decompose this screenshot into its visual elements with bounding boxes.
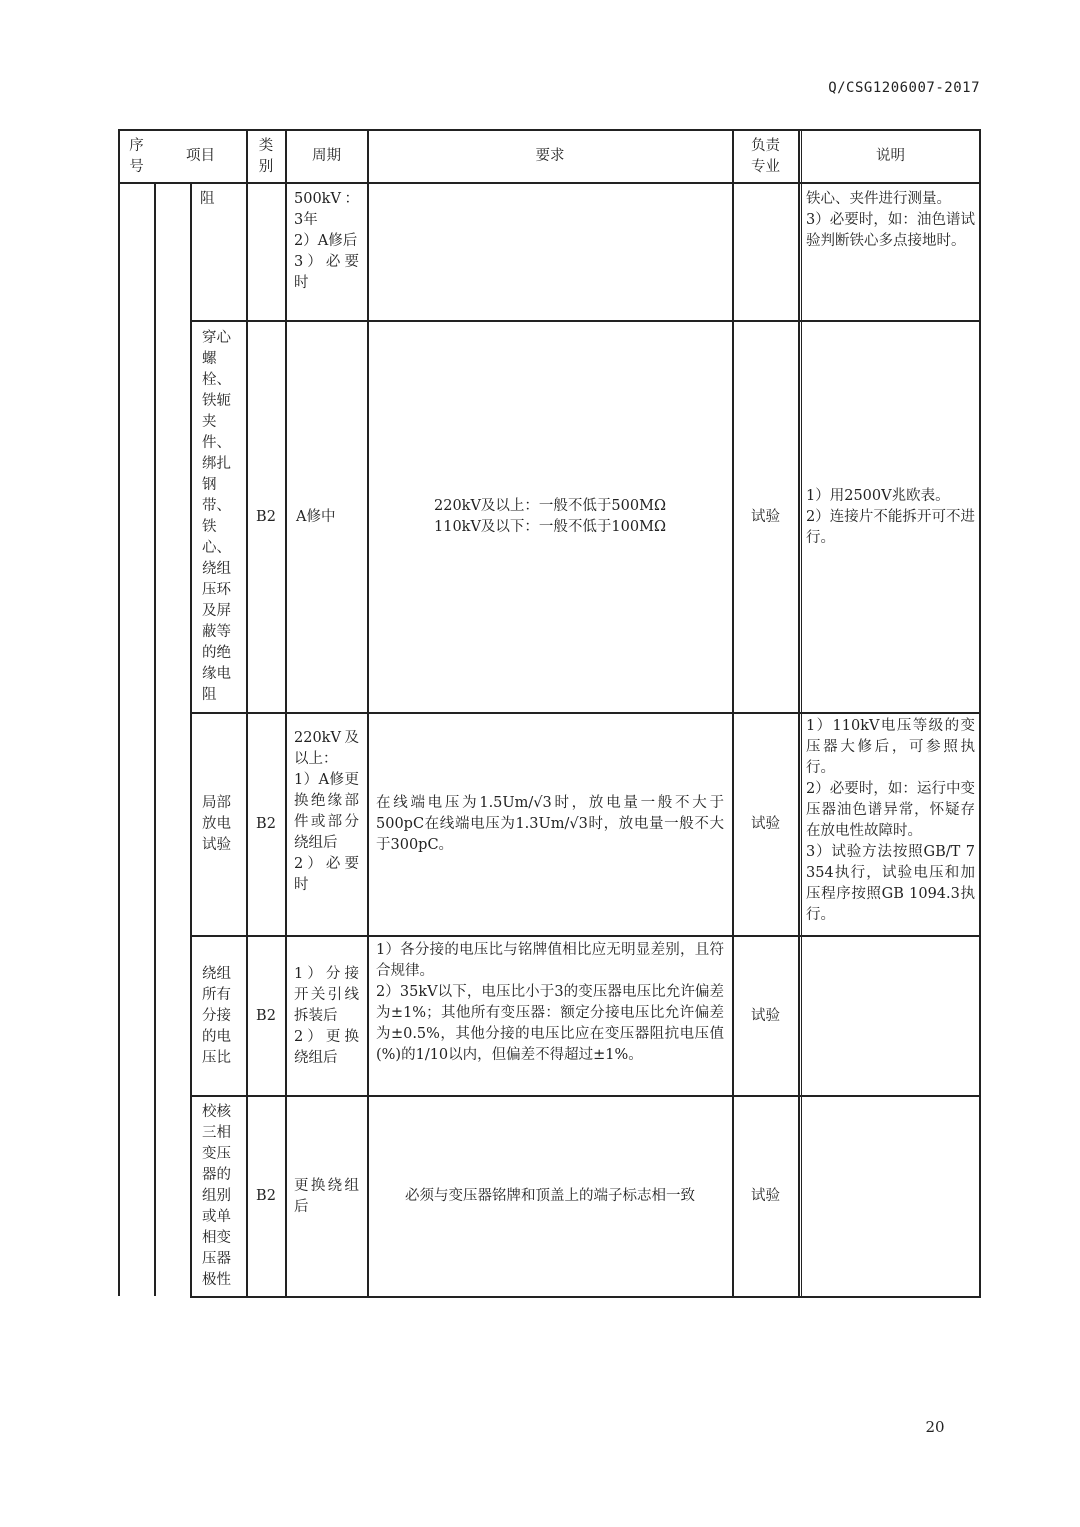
- row-responsible: 试验: [751, 1188, 780, 1204]
- header-period: 周期: [312, 148, 341, 164]
- row-responsible: 试验: [751, 816, 780, 832]
- row-period: 500kV：3年 2）A修后 3）必要时: [294, 191, 359, 291]
- document-id: Q/CSG1206007-2017: [828, 80, 980, 96]
- header-category: 类 别: [258, 137, 274, 175]
- row-item: 绕组所有分接的电压比: [202, 965, 231, 1066]
- row-category: B2: [256, 816, 276, 832]
- row-category: B2: [256, 1007, 276, 1024]
- header-requirement: 要求: [535, 148, 565, 164]
- header-item: 项目: [186, 148, 215, 164]
- row-item: 阻: [200, 191, 215, 207]
- row-note: 1）110kV电压等级的变压器大修后，可参照执行。 2）必要时，如：运行中变压器油色谱异常，怀疑存在放电性故障时。 3）试验方法按照GB/T 7354执行，试验电压和加压程序按照GB 1094.3执行。: [806, 718, 975, 923]
- table-border-right: [979, 129, 981, 1297]
- table-border-left: [118, 129, 120, 1296]
- row-period: 220kV及以上： 1）A修更换绝缘部件或部分绕组后 2）必要时: [294, 730, 359, 893]
- header-seq: 序 号: [129, 137, 144, 175]
- row-requirement: 必须与变压器铭牌和顶盖上的端子标志相一致: [405, 1188, 695, 1204]
- table-border-bottom: [190, 1296, 981, 1298]
- row-category: B2: [256, 508, 276, 525]
- row-item: 校核三相变压器的组别或单相变压器极性: [202, 1104, 231, 1288]
- row-period: 1）分接开关引线拆装后 2）更换绕组后: [294, 965, 359, 1066]
- row-requirement: 220kV及以上：一般不低于500MΩ 110kV及以下：一般不低于100MΩ: [434, 498, 666, 535]
- header-note: 说明: [876, 148, 905, 164]
- column-divider: [801, 129, 802, 1297]
- row-item: 穿心螺栓、铁轭夹件、绑扎钢带、铁心、绕组压环及屏蔽等的绝缘电阻: [202, 330, 231, 703]
- row-note: 1）用2500V兆欧表。 2）连接片不能拆开可不进行。: [806, 487, 975, 546]
- column-divider: [798, 129, 800, 1297]
- row-note: 铁心、夹件进行测量。 3）必要时，如：油色谱试验判断铁心多点接地时。: [806, 191, 975, 249]
- row-category: B2: [256, 1188, 276, 1204]
- column-divider: [154, 182, 156, 1296]
- row-requirement: 1）各分接的电压比与铭牌值相比应无明显差别，且符合规律。 2）35kV以下，电压比小于3的变压器电压比允许偏差为±1%；其他所有变压器：额定分接电压比允许偏差为±0.5%，其他分接的电压比应在变压器阻抗电压值(%)的1/10以内，但偏差不得超过±1%。: [376, 942, 724, 1063]
- page-number: 20: [925, 1418, 945, 1436]
- header-responsible: 负责 专业: [751, 137, 780, 175]
- row-responsible: 试验: [751, 508, 780, 525]
- row-responsible: 试验: [751, 1007, 780, 1024]
- row-period: A修中: [296, 508, 336, 525]
- row-item: 局部放电试验: [202, 795, 231, 853]
- row-period: 更换绕组后: [294, 1177, 359, 1215]
- row-requirement: 在线端电压为1.5Um/√3时，放电量一般不大于500pC在线端电压为1.3Um/√3时，放电量一般不大于300pC。: [376, 795, 724, 853]
